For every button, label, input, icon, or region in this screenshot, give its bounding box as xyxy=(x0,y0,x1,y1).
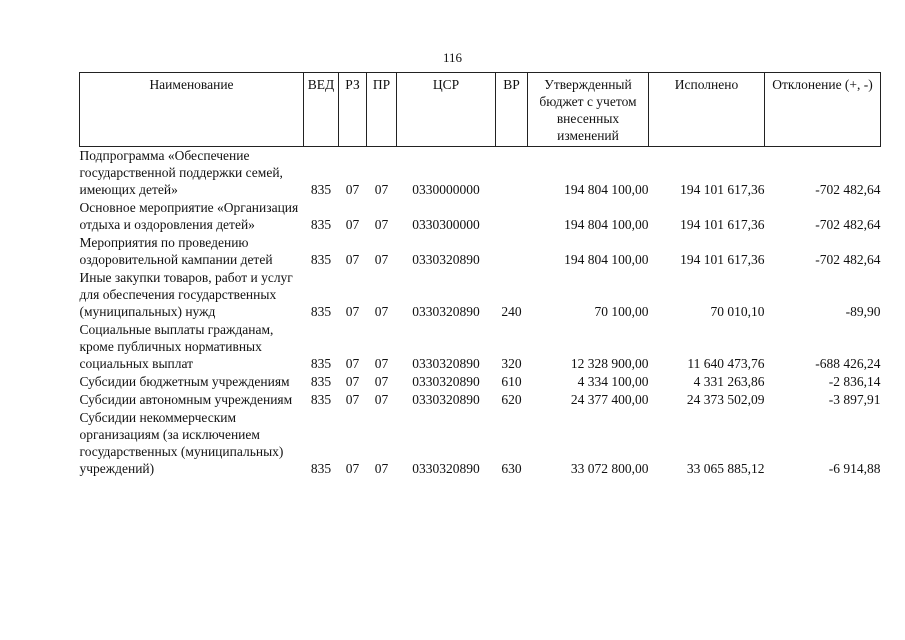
row-rz: 07 xyxy=(345,392,360,407)
header-vr: ВР xyxy=(496,73,528,147)
row-csr: 0330320890 xyxy=(412,374,480,389)
row-approved: 70 100,00 xyxy=(594,304,649,319)
row-approved: 33 072 800,00 xyxy=(570,461,649,476)
row-approved: 194 804 100,00 xyxy=(564,252,649,267)
table-header xyxy=(80,73,881,147)
row-csr: 0330320890 xyxy=(412,304,480,319)
table-row xyxy=(80,147,881,200)
table-row xyxy=(80,321,881,373)
row-csr: 0330300000 xyxy=(412,217,480,232)
row-ved: 835 xyxy=(310,356,332,371)
table-row xyxy=(80,409,881,478)
row-name: Социальные выплаты гражданам, кроме публичных нормативных социальных выплат xyxy=(79,322,274,371)
table-row xyxy=(80,234,881,269)
budget-table xyxy=(79,72,881,478)
row-pr: 07 xyxy=(374,182,389,197)
row-ved: 835 xyxy=(310,182,332,197)
row-executed: 194 101 617,36 xyxy=(680,252,765,267)
row-approved: 12 328 900,00 xyxy=(570,356,649,371)
row-executed: 194 101 617,36 xyxy=(680,217,765,232)
row-executed: 11 640 473,76 xyxy=(687,356,765,371)
row-executed: 33 065 885,12 xyxy=(686,461,765,476)
row-deviation: -6 914,88 xyxy=(828,461,881,476)
table-row xyxy=(80,391,881,409)
row-deviation: -688 426,24 xyxy=(815,356,881,371)
row-rz: 07 xyxy=(345,304,360,319)
row-deviation: -702 482,64 xyxy=(815,217,881,232)
row-rz: 07 xyxy=(345,182,360,197)
row-csr: 0330320890 xyxy=(412,461,480,476)
row-pr: 07 xyxy=(374,304,389,319)
header-ved: ВЕД xyxy=(304,73,339,147)
header-approved: Утвержденный бюджет с учетом внесенных изменений xyxy=(528,73,649,147)
row-name: Основное мероприятие «Организация отдыха и оздоровления детей» xyxy=(79,200,299,232)
row-name: Иные закупки товаров, работ и услуг для обеспечения государственных (муниципальных) нужд xyxy=(79,270,293,319)
row-approved: 194 804 100,00 xyxy=(564,217,649,232)
row-pr: 07 xyxy=(374,252,389,267)
header-executed: Исполнено xyxy=(649,73,765,147)
row-vr xyxy=(496,147,528,200)
row-ved: 835 xyxy=(310,392,332,407)
row-ved: 835 xyxy=(310,304,332,319)
row-pr: 07 xyxy=(374,461,389,476)
row-ved: 835 xyxy=(310,252,332,267)
header-name: Наименование xyxy=(80,73,304,147)
row-approved: 24 377 400,00 xyxy=(570,392,649,407)
row-csr: 0330320890 xyxy=(412,252,480,267)
row-csr: 0330000000 xyxy=(412,182,480,197)
row-executed: 24 373 502,09 xyxy=(686,392,765,407)
row-name: Мероприятия по проведению оздоровительной кампании детей xyxy=(79,235,273,267)
row-executed: 4 331 263,86 xyxy=(693,374,765,389)
row-approved: 194 804 100,00 xyxy=(564,182,649,197)
header-pr: ПР xyxy=(367,73,397,147)
row-name: Субсидии автономным учреждениям xyxy=(79,392,293,407)
row-vr xyxy=(496,199,528,234)
row-vr: 620 xyxy=(501,392,522,407)
row-rz: 07 xyxy=(345,374,360,389)
row-pr: 07 xyxy=(374,217,389,232)
row-deviation: -702 482,64 xyxy=(815,252,881,267)
table-body xyxy=(80,147,881,479)
row-rz: 07 xyxy=(345,252,360,267)
row-vr: 240 xyxy=(501,304,522,319)
row-vr xyxy=(496,234,528,269)
row-ved: 835 xyxy=(310,374,332,389)
row-deviation: -702 482,64 xyxy=(815,182,881,197)
row-rz: 07 xyxy=(345,217,360,232)
row-executed: 70 010,10 xyxy=(710,304,765,319)
header-csr: ЦСР xyxy=(397,73,496,147)
row-ved: 835 xyxy=(310,217,332,232)
row-vr: 630 xyxy=(501,461,522,476)
row-name: Подпрограмма «Обеспечение государственной поддержки семей, имеющих детей» xyxy=(79,148,283,197)
row-pr: 07 xyxy=(374,356,389,371)
row-rz: 07 xyxy=(345,356,360,371)
table-row xyxy=(80,373,881,391)
row-approved: 4 334 100,00 xyxy=(577,374,649,389)
row-vr: 610 xyxy=(501,374,522,389)
table-row xyxy=(80,199,881,234)
page-number: 116 xyxy=(442,50,463,65)
row-ved: 835 xyxy=(310,461,332,476)
row-pr: 07 xyxy=(374,374,389,389)
row-deviation: -2 836,14 xyxy=(828,374,881,389)
row-deviation: -89,90 xyxy=(845,304,881,319)
row-rz: 07 xyxy=(345,461,360,476)
row-deviation: -3 897,91 xyxy=(828,392,881,407)
header-deviation: Отклонение (+, -) xyxy=(765,73,881,147)
row-name: Субсидии некоммерческим организациям (за исключением государственных (муниципальных) учреждений) xyxy=(79,410,284,476)
row-vr: 320 xyxy=(501,356,522,371)
row-csr: 0330320890 xyxy=(412,392,480,407)
row-csr: 0330320890 xyxy=(412,356,480,371)
table-row xyxy=(80,269,881,321)
row-pr: 07 xyxy=(374,392,389,407)
row-executed: 194 101 617,36 xyxy=(680,182,765,197)
header-rz: РЗ xyxy=(339,73,367,147)
row-name: Субсидии бюджетным учреждениям xyxy=(79,374,290,389)
